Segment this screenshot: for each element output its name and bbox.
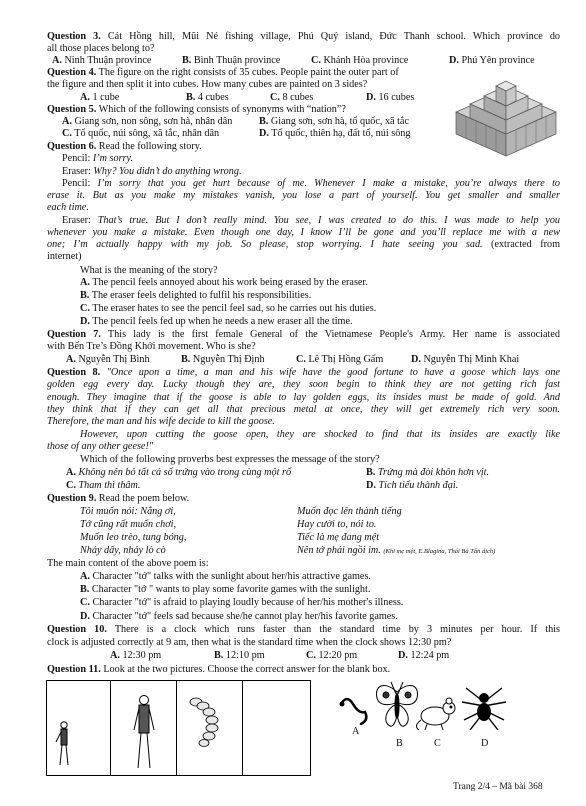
poem-left-4: Nhảy dây, nhảy lò cò (80, 545, 166, 556)
q6-line1: Question 6. Read the following story. (47, 141, 202, 152)
q6-opt-b: B. The eraser feels delighted to fulfil his responsibilities. (80, 290, 312, 301)
q9-question: The main content of the above poem is: (47, 558, 209, 569)
q4-opt-a: A. 1 cube (80, 92, 120, 103)
q6-story-5: each time. (47, 202, 89, 213)
q7-opt-c: C. Lê Thị Hồng Gấm (296, 354, 384, 365)
poem-right-1: Muốn đọc lên thành tiếng (297, 506, 402, 517)
cube-pyramid-figure (448, 64, 564, 160)
q9-opt-b: B. Character "tớ " wants to play some favorite games with the sunlight. (80, 584, 371, 595)
q11-label-a: A (352, 726, 360, 737)
poem-credit: (Khi mẹ mệt, E.Blagina, Thái Bá Tân dịch) (383, 548, 496, 555)
q4-opt-d: D. 16 cubes (366, 92, 415, 103)
poem-left-1: Tôi muốn nói: Nắng ơi, (80, 506, 176, 517)
q11-mouse-option-c (413, 692, 461, 732)
q6-question: What is the meaning of the story? (80, 265, 218, 276)
q7-line2: with Bến Tre’s Đồng Khởi movement. Who is she? (47, 341, 256, 352)
q8-line5: Therefore, the man and his wife decide to kill the goose. (47, 416, 275, 427)
q6-story-6: Eraser: That’s true. But I don’t really mind. You see, I was created to do this. I was made to help you (62, 215, 561, 226)
q6-opt-d: D. The pencil feels fed up when he needs a new eraser all the time. (80, 316, 353, 327)
q6-opt-c: C. The eraser hates to see the pencil feel sad, so he carries out his duties. (80, 303, 377, 314)
q4-line2: the figure and then split it into cubes. How many cubes are painted on 3 sides? (47, 79, 368, 90)
q6-opt-a: A. The pencil feels annoyed about his work being erased by the eraser. (80, 277, 368, 288)
q4-opt-b: B. 4 cubes (186, 92, 229, 103)
q9-line1: Question 9. Read the poem below. (47, 493, 190, 504)
q3-opt-c: C. Khánh Hòa province (311, 55, 409, 66)
q8-opt-b: B. Trứng mà đòi khôn hơn vịt. (366, 467, 490, 478)
q11-label-d: D (481, 738, 489, 749)
q6-story-3: Pencil: I’m sorry that you get hurt because of me. Whenever I make a mistake, you’re always there to (62, 178, 560, 189)
q5-opt-c: C. Tổ quốc, núi sông, xã tắc, nhân dân (62, 128, 220, 139)
q6-story-2: Eraser: Why? You didn’t do anything wrong. (62, 166, 242, 177)
q6-story-7: whenever you make a mistake. Even though one day, I know I’ll be gone and you’ll replace me with a new (47, 227, 560, 238)
q8-line7: those of any other geese!" (47, 441, 154, 452)
poem-right-4: Nên tớ phải ngồi im. (Khi mẹ mệt, E.Blagina, Thái Bá Tân dịch) (297, 545, 496, 556)
q11-label-c: C (434, 738, 441, 749)
q8-opt-a: A. Không nên bỏ tất cả số trứng vào trong cùng một rổ (66, 467, 292, 478)
q9-opt-a: A. Character "tớ" talks with the sunlight about her/his attractive games. (80, 571, 371, 582)
q4-line1: Question 4. The figure on the right consists of 35 cubes. People paint the outer part of (47, 67, 399, 78)
q8-line3: enough. They imagine that if the goose is able to lay golden eggs, its insides must be made of gold. And (47, 392, 560, 403)
q8-line1: Question 8. "Once upon a time, a man and his wife have the good fortune to have a goose which lays one (47, 367, 560, 378)
q6-source: internet) (47, 251, 82, 262)
poem-right-2: Hay cười to, nói to. (297, 519, 377, 530)
q8-line4: they think that if they can get all that precious metal at once, they will get extremely rich very soon. (47, 404, 560, 415)
q3-line2: all those places belong to? (47, 43, 155, 54)
q5-line1: Question 5. Which of the following consists of synonyms with “nation”? (47, 104, 346, 115)
q7-line1: Question 7. This lady is the first female General of the Vietnamese People's Army. Her name is associated (47, 329, 560, 340)
q8-question: Which of the following proverbs best expresses the message of the story? (80, 454, 380, 465)
q3-opt-d: D. Phú Yên province (449, 55, 535, 66)
q10-line2: clock is adjusted correctly at 9 am, then what is the standard time when the clock shows 12:30 pm? (47, 637, 452, 648)
q7-opt-d: D. Nguyễn Thị Minh Khai (411, 354, 520, 365)
q9-opt-c: C. Character "tớ" is afraid to playing loudly because of her/his mother's illness. (80, 597, 404, 608)
q10-opt-a: A. 12:30 pm (110, 650, 162, 661)
q8-line6: However, upon cutting the goose open, they are shocked to find that its insides are exactly like (80, 429, 560, 440)
poem-right-3: Tiếc là mẹ đang mệt (297, 532, 380, 543)
q8-line2: golden egg every day. Lucky though they are, they soon begin to think they are not getting rich fast (47, 379, 560, 390)
q11-spider-option-d (460, 680, 508, 732)
q8-opt-c: C. Tham thì thâm. (66, 480, 141, 491)
q5-opt-d: D. Tổ quốc, thiên hạ, đất tổ, núi sông (259, 128, 411, 139)
q8-opt-d: D. Tích tiểu thành đại. (366, 480, 459, 491)
q3-line1: Question 3. Cát Hồng hill, Mũi Né fishing village, Phú Quý island, Đức Thanh school. Which province do (47, 31, 561, 42)
poem-left-2: Tớ cũng rất muốn chơi, (80, 519, 177, 530)
q3-opt-b: B. Bình Thuận province (182, 55, 281, 66)
q4-opt-c: C. 8 cubes (270, 92, 314, 103)
q10-opt-d: D. 12:24 pm (398, 650, 450, 661)
q11-picture-boxes (46, 680, 312, 776)
q11-line1: Question 11. Look at the two pictures. Choose the correct answer for the blank box. (47, 664, 391, 675)
q6-story-4: erase it. But as you make my mistakes vanish, you lose a part of yourself. You get smaller and smaller (47, 190, 560, 201)
q9-opt-d: D. Character "tớ" feels sad because she/he cannot play her/his favorite games. (80, 611, 398, 622)
page-footer: Trang 2/4 – Mã bài 368 (453, 782, 543, 792)
q5-opt-b: B. Giang sơn, sơn hà, tổ quốc, xã tắc (259, 116, 409, 127)
q3-opt-a: A. Ninh Thuận province (52, 55, 152, 66)
q10-opt-c: C. 12:20 pm (306, 650, 358, 661)
q11-label-b: B (396, 738, 403, 749)
q7-opt-a: A. Nguyễn Thị Bình (66, 354, 150, 365)
q10-opt-b: B. 12:10 pm (214, 650, 265, 661)
q10-line1: Question 10. There is a clock which runs faster than the standard time by 3 minutes per hour. If this (47, 624, 561, 635)
q11-snake-option-a (337, 690, 373, 730)
q6-story-8: one; I’m actually happy with my job. So please, stop worrying. I hate seeing you sad. (extracted from (47, 239, 561, 250)
q7-opt-b: B. Nguyễn Thị Định (181, 354, 265, 365)
q6-story-1: Pencil: I’m sorry. (62, 153, 134, 164)
q5-opt-a: A. Giang sơn, non sông, sơn hà, nhân dân (62, 116, 233, 127)
poem-left-3: Muốn leo trèo, tung bóng, (80, 532, 187, 543)
